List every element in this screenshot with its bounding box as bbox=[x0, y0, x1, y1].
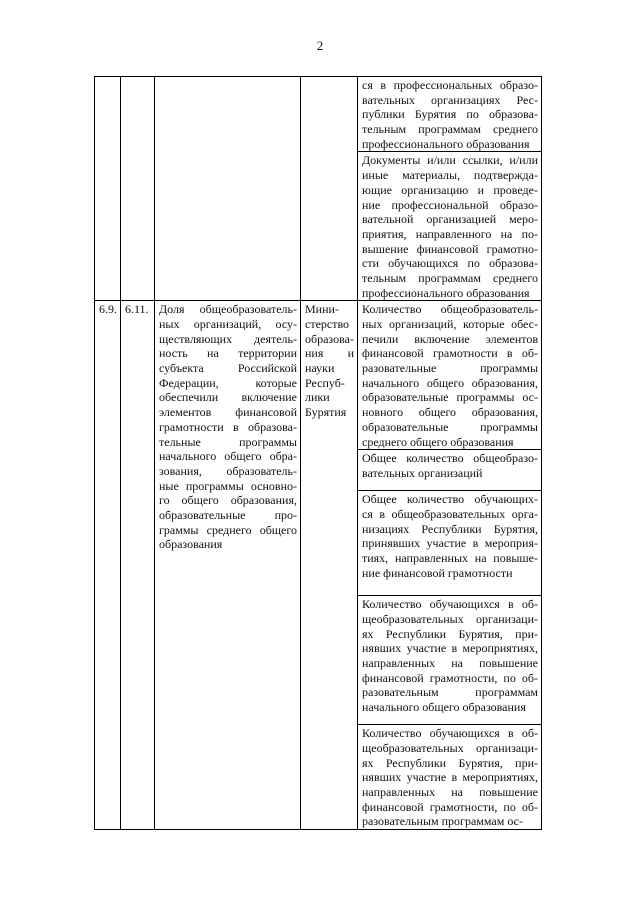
indicator-text bbox=[159, 302, 297, 552]
text-line: Документы и/или ссылки, и/или bbox=[362, 153, 538, 168]
text-line: иные материалы, подтвержда- bbox=[362, 168, 538, 183]
text-line: ся в профессиональных образо- bbox=[362, 78, 538, 92]
text-line: ся в общеобразовательных орга- bbox=[362, 506, 538, 521]
indicators-table bbox=[94, 76, 542, 830]
text-line: разовательные программы bbox=[362, 361, 538, 376]
text-line: ность на территории bbox=[159, 346, 297, 361]
text-line: Количество общеобразователь- bbox=[362, 302, 538, 317]
text-line: ях Республики Бурятия, при- bbox=[362, 626, 538, 641]
table-row bbox=[95, 301, 542, 450]
text-line: принявших участие в мероприя- bbox=[362, 536, 538, 551]
text-line: Общее количество общеобразо- bbox=[362, 451, 538, 466]
text-line: щеобразовательных организаци- bbox=[362, 611, 538, 626]
text-line: субъекта Российской bbox=[159, 361, 297, 376]
text-line: приятия, направленного на по- bbox=[362, 226, 538, 241]
detail-text bbox=[362, 302, 538, 449]
responsible-cell bbox=[301, 301, 358, 830]
text-line: нявших участие в мероприятиях, bbox=[362, 770, 538, 785]
table-cell-subnumber-empty bbox=[121, 77, 155, 301]
text-line: ния и bbox=[305, 346, 354, 361]
text-line: Бурятия bbox=[305, 405, 347, 420]
table-cell-detail bbox=[358, 301, 542, 450]
text-line: грамотности в образова- bbox=[159, 419, 297, 434]
text-line: финансовой грамотности в об- bbox=[362, 346, 538, 361]
text-line: вательных организаций bbox=[362, 465, 483, 480]
text-line: ных организаций, которые обес- bbox=[362, 317, 538, 331]
text-line: тельным программам среднего bbox=[362, 270, 538, 285]
table-cell-detail bbox=[358, 491, 542, 596]
text-line: разовательным программам bbox=[362, 685, 538, 700]
text-line: Респуб- bbox=[305, 375, 345, 390]
text-line: сти обучающихся по образова- bbox=[362, 256, 538, 271]
table-cell-responsible-empty bbox=[301, 77, 358, 301]
text-line: образовательные про- bbox=[159, 507, 297, 522]
detail-text bbox=[362, 451, 538, 480]
text-line: Федерации, которые bbox=[159, 375, 297, 390]
text-line: новного общего образования, bbox=[362, 405, 538, 420]
text-line: финансовой грамотности, по об- bbox=[362, 799, 538, 814]
table-cell-detail bbox=[358, 596, 542, 725]
text-line: тиях, направленных на повыше- bbox=[362, 550, 538, 565]
text-line: профессионального образования bbox=[362, 136, 530, 151]
text-line: тельным программам среднего bbox=[362, 122, 538, 137]
text-line: начального общего обра- bbox=[159, 449, 297, 464]
table-cell-detail bbox=[358, 152, 542, 301]
text-line: Количество обучающихся в об- bbox=[362, 597, 538, 612]
text-line: Количество обучающихся в об- bbox=[362, 726, 538, 741]
table-cell-detail bbox=[358, 725, 542, 830]
text-line: ях Республики Бурятия, при- bbox=[362, 755, 538, 770]
row-subnumber: 6.11. bbox=[121, 301, 155, 830]
text-line: ющие организацию и проведе- bbox=[362, 182, 538, 197]
text-line: направленных на повышение bbox=[362, 784, 538, 799]
text-line: элементов финансовой bbox=[159, 405, 297, 420]
continuation-text bbox=[362, 78, 538, 151]
text-line: низациях Республики Бурятия, bbox=[362, 521, 538, 536]
text-line: ных организаций, осу- bbox=[159, 317, 297, 331]
detail-text bbox=[362, 726, 538, 829]
text-line: тельные программы bbox=[159, 434, 297, 449]
text-line: Мини- bbox=[305, 302, 339, 317]
row-number: 6.9. bbox=[95, 301, 121, 830]
table-cell-detail bbox=[358, 77, 542, 152]
table-cell-number-empty bbox=[95, 77, 121, 301]
text-line: вышение финансовой грамотно- bbox=[362, 241, 538, 256]
text-line: публики Бурятия по образова- bbox=[362, 107, 538, 122]
table-cell-indicator-empty bbox=[155, 77, 301, 301]
table-cell-detail bbox=[358, 450, 542, 491]
text-line: науки bbox=[305, 361, 335, 376]
text-line: вательной организацией меро- bbox=[362, 212, 538, 227]
detail-text bbox=[362, 492, 538, 580]
text-line: Доля общеобразователь- bbox=[159, 302, 297, 317]
page-number: 2 bbox=[316, 38, 324, 53]
text-line: финансовой грамотности, по об- bbox=[362, 670, 538, 685]
documents-text bbox=[362, 153, 538, 300]
text-line: ние финансовой грамотности bbox=[362, 565, 513, 580]
text-line: граммы среднего общего bbox=[159, 522, 297, 537]
text-line: ные программы основно- bbox=[159, 478, 297, 493]
text-line: ществляющих деятель- bbox=[159, 331, 297, 346]
text-line: го общего образования, bbox=[159, 493, 297, 508]
detail-text bbox=[362, 597, 538, 715]
text-line: образовательные программы bbox=[362, 419, 538, 434]
text-line: обеспечили включение bbox=[159, 390, 297, 405]
text-line: профессионального образования bbox=[362, 285, 530, 300]
table-row bbox=[95, 77, 542, 152]
indicator-cell bbox=[155, 301, 301, 830]
text-line: нявших участие в мероприятиях, bbox=[362, 641, 538, 656]
text-line: начального общего образования bbox=[362, 700, 526, 714]
text-line: разовательным программам ос- bbox=[362, 814, 523, 829]
text-line: печили включение элементов bbox=[362, 331, 538, 346]
text-line: образования bbox=[159, 537, 223, 552]
text-line: направленных на повышение bbox=[362, 655, 538, 670]
text-line: вательных организациях Рес- bbox=[362, 92, 538, 107]
text-line: стерство bbox=[305, 317, 350, 331]
text-line: ние профессиональной образо- bbox=[362, 197, 538, 212]
text-line: образова- bbox=[305, 331, 354, 346]
text-line: начального общего образования, bbox=[362, 375, 538, 390]
text-line: образовательные программы ос- bbox=[362, 390, 538, 405]
text-line: лики bbox=[305, 390, 330, 405]
text-line: среднего общего образования bbox=[362, 434, 514, 449]
text-line: зования, образователь- bbox=[159, 463, 297, 478]
text-line: Общее количество обучающих- bbox=[362, 492, 538, 507]
responsible-text bbox=[305, 302, 354, 420]
text-line: щеобразовательных организаци- bbox=[362, 740, 538, 755]
